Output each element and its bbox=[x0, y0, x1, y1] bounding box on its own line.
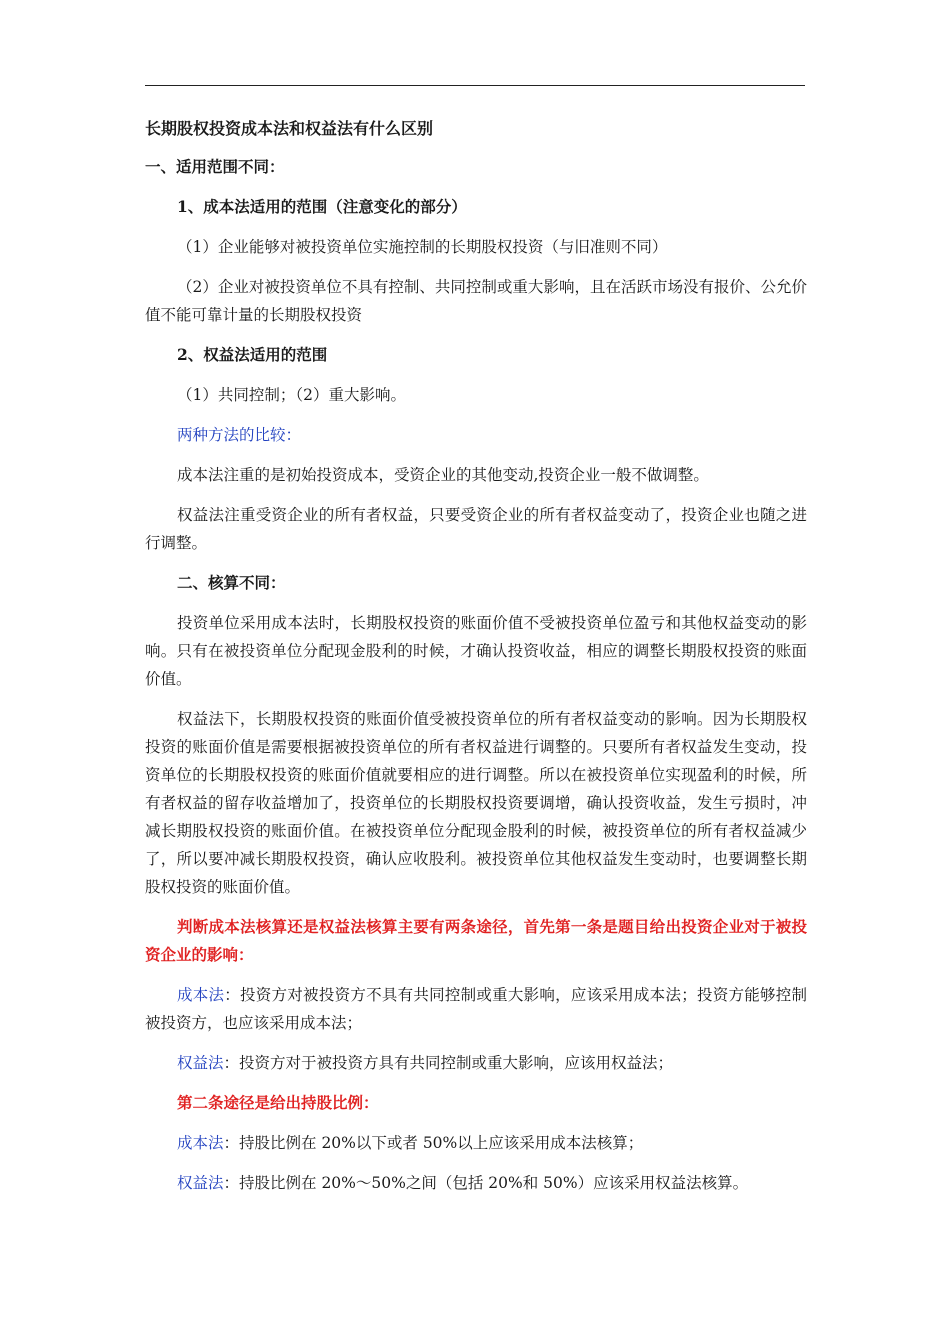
judge2-equity bbox=[145, 1169, 807, 1197]
judge1-equity-label: 权益法 bbox=[177, 1054, 224, 1072]
judge2-cost-label: 成本法 bbox=[177, 1134, 224, 1152]
document-title: 长期股权投资成本法和权益法有什么区别 bbox=[145, 119, 434, 138]
judge2-equity-text: ：持股比例在 20%～50%之间（包括 20%和 50%）应该采用权益法核算。 bbox=[223, 1174, 749, 1192]
sub1-item2: （2）企业对被投资单位不具有控制、共同控制或重大影响，且在活跃市场没有报价、公允价值不能可靠计量的长期股权投资 bbox=[145, 278, 807, 324]
header-rule bbox=[145, 85, 805, 86]
judge-heading: 判断成本法核算还是权益法核算主要有两条途径，首先第一条是题目给出投资企业对于被投资企业的影响： bbox=[145, 917, 807, 964]
judge2-heading: 第二条途径是给出持股比例： bbox=[177, 1093, 379, 1112]
judge1-equity-text: ：投资方对于被投资方具有共同控制或重大影响，应该用权益法； bbox=[223, 1054, 674, 1072]
compare-cost: 成本法注重的是初始投资成本，受资企业的其他变动,投资企业一般不做调整。 bbox=[177, 466, 709, 484]
sub2-heading: 2、权益法适用的范围 bbox=[177, 345, 328, 364]
sub1-heading: 1、成本法适用的范围（注意变化的部分） bbox=[177, 197, 467, 216]
sub2-item: （1）共同控制；（2）重大影响。 bbox=[177, 386, 406, 404]
judge1-cost-label: 成本法 bbox=[177, 986, 225, 1004]
judge1-cost bbox=[145, 981, 807, 1037]
judge1-equity bbox=[145, 1049, 807, 1077]
compare-equity: 权益法注重受资企业的所有者权益，只要受资企业的所有者权益变动了，投资企业也随之进行调整。 bbox=[145, 506, 807, 552]
sub1-item1: （1）企业能够对被投资单位实施控制的长期股权投资（与旧准则不同） bbox=[177, 238, 668, 256]
section2-para1: 投资单位采用成本法时，长期股权投资的账面价值不受被投资单位盈亏和其他权益变动的影响。只有在被投资单位分配现金股利的时候，才确认投资收益，相应的调整长期股权投资的账面价值。 bbox=[145, 614, 807, 688]
judge1-cost-text: ：投资方对被投资方不具有共同控制或重大影响，应该采用成本法；投资方能够控制被投资方，也应该采用成本法； bbox=[145, 986, 807, 1032]
section1-heading: 一、适用范围不同： bbox=[145, 157, 285, 176]
judge2-cost-text: ：持股比例在 20%以下或者 50%以上应该采用成本法核算； bbox=[223, 1134, 644, 1152]
judge2-cost bbox=[145, 1129, 807, 1157]
judge2-equity-label: 权益法 bbox=[177, 1174, 224, 1192]
section2-para2: 权益法下，长期股权投资的账面价值受被投资单位的所有者权益变动的影响。因为长期股权投资的账面价值是需要根据被投资单位的所有者权益进行调整的。只要所有者权益发生变动，投资单位的长期股权投资的账面价值就要相应的进行调整。所以在被投资单位实现盈利的时候，所有者权益的留存收益增加了，投资单位的长期股权投资要调增，确认投资收益，发生亏损时，冲减长期股权投资的账面价值。在被投资单位分配现金股利的时候，被投资单位的所有者权益减少了，所以要冲减长期股权投资，确认应收股利。被投资单位其他权益发生变动时，也要调整长期股权投资的账面价值。 bbox=[145, 710, 807, 896]
compare-label: 两种方法的比较： bbox=[177, 426, 302, 444]
section2-heading: 二、核算不同： bbox=[177, 573, 286, 592]
document-body bbox=[145, 115, 807, 1209]
